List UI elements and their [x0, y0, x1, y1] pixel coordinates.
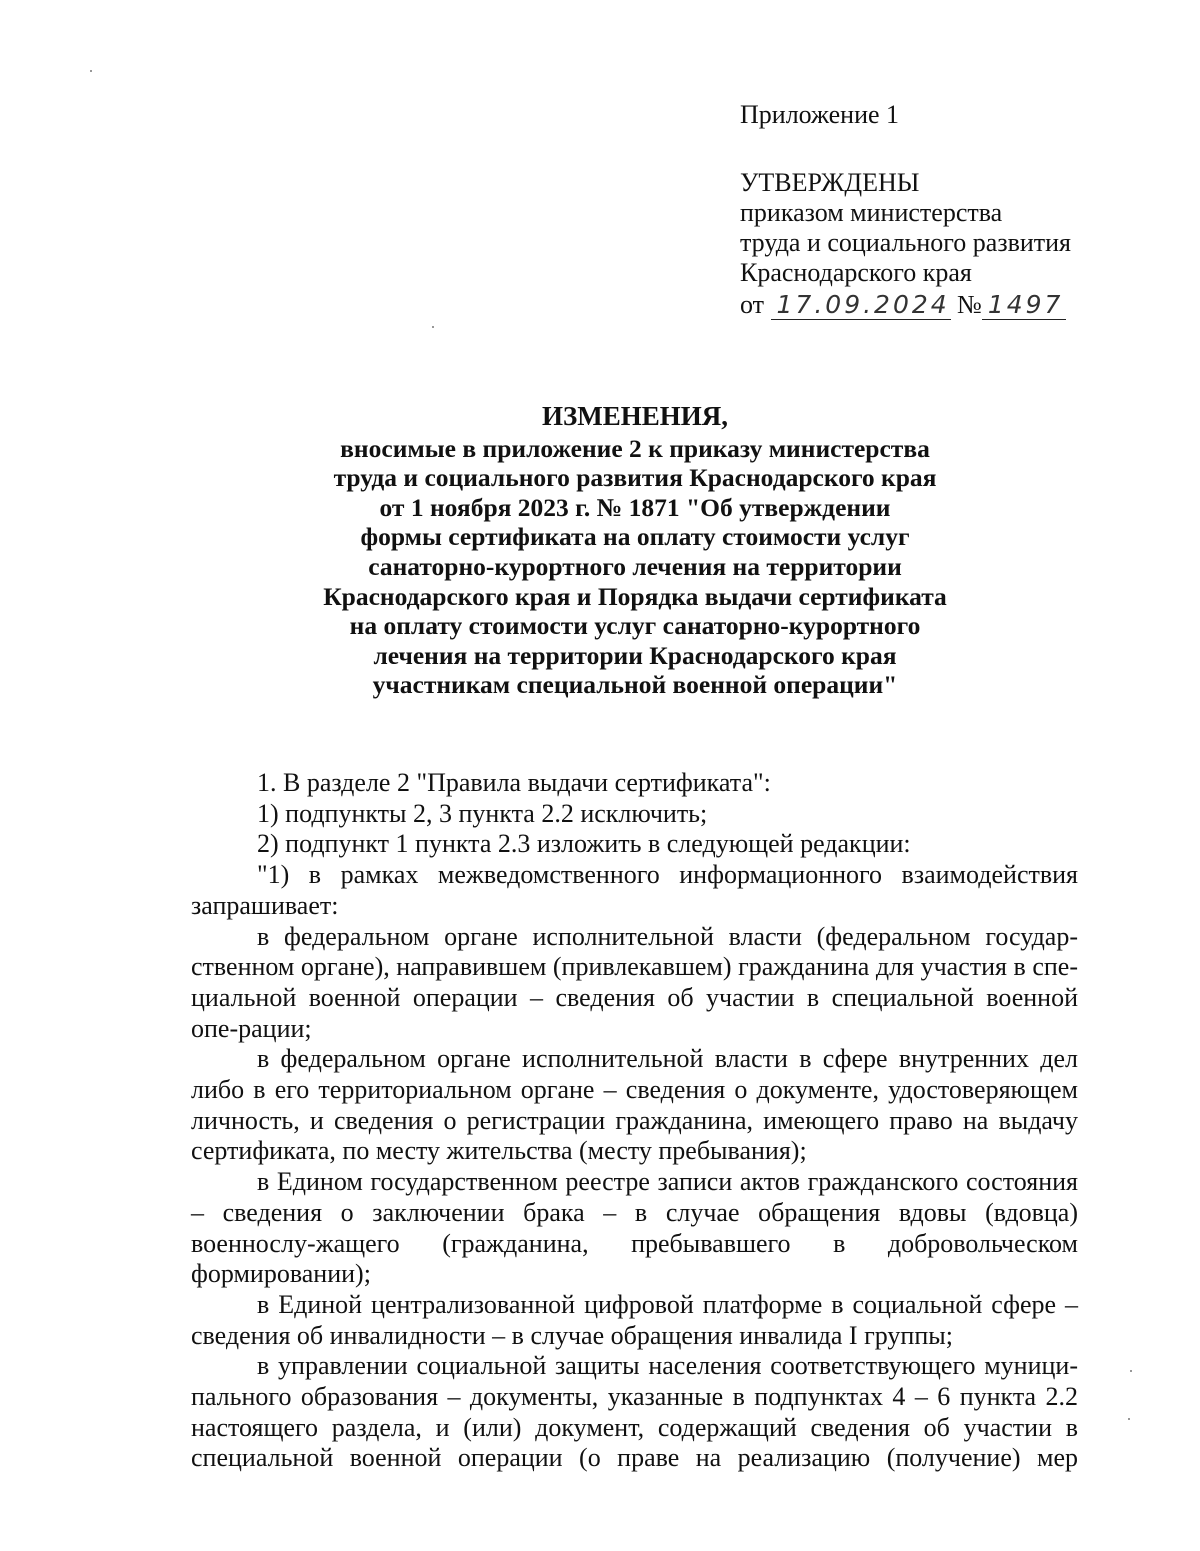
- body-paragraph: 1) подпункты 2, 3 пункта 2.2 исключить;: [257, 798, 708, 828]
- approved-heading: УТВЕРЖДЕНЫ: [740, 168, 920, 197]
- scan-speck: [90, 70, 92, 72]
- body-paragraph: "1) в рамках межведомственного информационного взаимодействия запрашивает:: [191, 860, 1078, 920]
- approval-line-1: приказом министерства: [740, 198, 1003, 227]
- approval-date-line: [740, 290, 1160, 320]
- body-paragraph: в управлении социальной защиты населения соответствующего муници-пального образования – документы, указанные в подпунктах 4 – 6 пункта 2.2 настоящего раздела, и (или) документ, содержащий сведения об участии в специальной военной операции (о праве на реализацию (получение) мер: [191, 1351, 1078, 1473]
- handwritten-date: 17.09.2024: [771, 291, 951, 320]
- appendix-label: Приложение 1: [740, 100, 900, 129]
- date-prefix: от: [740, 290, 765, 319]
- document-body: [191, 768, 1078, 1474]
- body-paragraph: в федеральном органе исполнительной власти в сфере внутренних дел либо в его территориальном органе – сведения о документе, удостоверяющем личность, и сведения о регистрации гражданина, имеющего право на выдачу сертификата, по месту жительства (месту пребывания);: [191, 1044, 1078, 1166]
- title-line: на оплату стоимости услуг санаторно-курортного: [349, 611, 921, 641]
- scan-speck: [1130, 1370, 1132, 1372]
- title-line: труда и социального развития Краснодарского края: [333, 463, 937, 493]
- approval-line-3: Краснодарского края: [740, 258, 972, 287]
- scan-speck: [432, 326, 434, 328]
- title-line: санаторно-курортного лечения на территории: [368, 551, 902, 581]
- body-paragraph: в Единой централизованной цифровой платформе в социальной сфере – сведения об инвалидности – в случае обращения инвалида I группы;: [191, 1289, 1078, 1350]
- body-paragraph: в федеральном органе исполнительной власти (федеральном государ-ственном органе), направившем (привлекавшем) гражданина для участия в спе-циальной военной операции – сведения об участии в специальной военной опе-рации;: [191, 921, 1078, 1043]
- scan-speck: [1128, 1418, 1130, 1420]
- title-line: формы сертификата на оплату стоимости услуг: [360, 522, 910, 552]
- title-line: Краснодарского края и Порядка выдачи сертификата: [323, 581, 947, 611]
- body-paragraph: 1. В разделе 2 "Правила выдачи сертификата":: [257, 768, 771, 797]
- title-heading: ИЗМЕНЕНИЯ,: [541, 401, 728, 431]
- title-line: участникам специальной военной операции": [372, 670, 898, 700]
- body-paragraph: 2) подпункт 1 пункта 2.3 изложить в следующей редакции:: [257, 829, 911, 859]
- approval-line-2: труда и социального развития: [740, 228, 1072, 257]
- handwritten-number: 1497: [982, 291, 1066, 320]
- title-line: от 1 ноября 2023 г. № 1871 "Об утверждении: [379, 492, 891, 522]
- body-paragraph: в Едином государственном реестре записи актов гражданского состояния – сведения о заключении брака – в случае обращения вдовы (вдовца) военнослу-жащего (гражданина, пребывавшего в добровольческом формировании);: [191, 1167, 1078, 1289]
- approval-block: [740, 100, 1160, 320]
- title-line: вносимые в приложение 2 к приказу министерства: [340, 433, 930, 463]
- title-line: лечения на территории Краснодарского края: [373, 640, 897, 670]
- document-title: [160, 402, 1110, 700]
- number-prefix: №: [957, 290, 982, 319]
